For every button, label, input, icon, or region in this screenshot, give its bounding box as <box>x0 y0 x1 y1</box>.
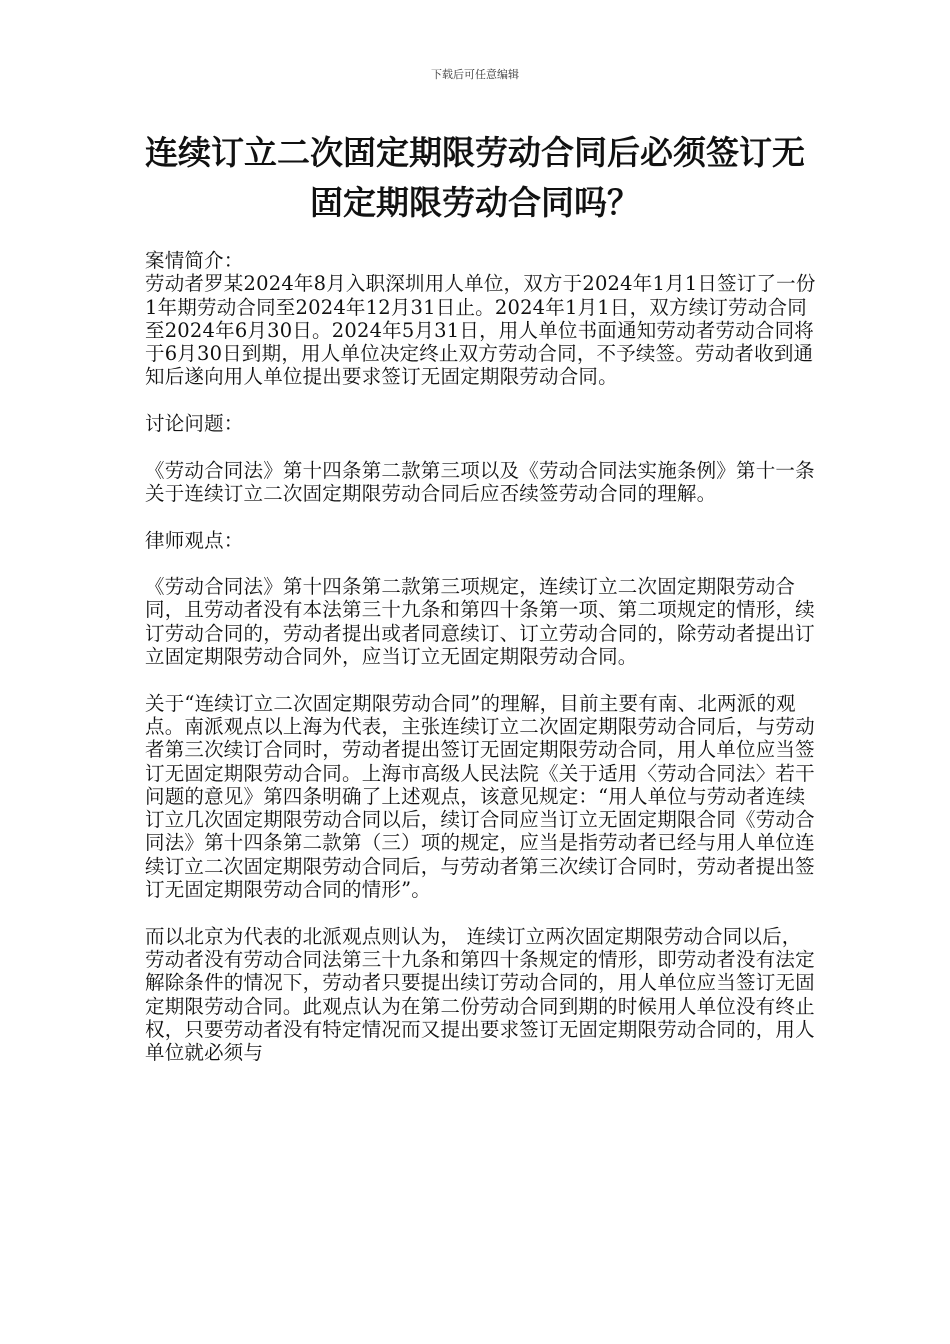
paragraph-gap <box>145 668 817 691</box>
header-note: 下载后可任意编辑 <box>431 68 519 81</box>
lawyer-paragraph-1: 《劳动合同法》第十四条第二款第三项规定，连续订立二次固定期限劳动合同，且劳动者没有本法第三十九条和第四十条第一项、第二项规定的情形，续订劳动合同的，劳动者提出或者同意续订、订立劳动合同的，除劳动者提出订立固定期限劳动合同外，应当订立无固定期限劳动合同。 <box>145 575 815 669</box>
page-title: 连续订立二次固定期限劳动合同后必须签订无固定期限劳动合同吗？ <box>145 133 805 222</box>
lawyer-paragraph-2: 关于“连续订立二次固定期限劳动合同”的理解，目前主要有南、北两派的观点。南派观点以上海为代表，主张连续订立二次固定期限劳动合同后，与劳动者第三次续订合同时，劳动者提出签订无固定期限劳动合同，用人单位应当签订无固定期限劳动合同。上海市高级人民法院《关于适用〈劳动合同法〉若干问题的意见》第四条明确了上述观点，该意见规定：“用人单位与劳动者连续订立几次固定期限劳动合同以后，续订合同应当订立无固定期限合同《劳动合同法》第十四条第二款第（三）项的规定，应当是指劳动者已经与用人单位连续订立二次固定期限劳动合同后，与劳动者第三次续订合同时，劳动者提出签订无固定期限劳动合同的情形”。 <box>145 691 815 902</box>
paragraph-gap <box>145 435 817 458</box>
paragraph-gap <box>145 389 817 412</box>
discussion-heading: 讨论问题： <box>145 412 244 436</box>
document-body <box>145 249 817 1064</box>
lawyer-paragraph-3: 而以北京为代表的北派观点则认为， 连续订立两次固定期限劳动合同以后，劳动者没有劳动合同法第三十九条和第四十条规定的情形，即劳动者没有法定解除条件的情况下，劳动者只要提出续订劳动合同的，用人单位应当签订无固定期限劳动合同。此观点认为在第二份劳动合同到期的时候用人单位没有终止权，只要劳动者没有特定情况而又提出要求签订无固定期限劳动合同的，用人单位就必须与 <box>145 924 815 1065</box>
case-heading: 案情简介： <box>145 249 244 272</box>
paragraph-gap <box>145 552 817 575</box>
paragraph-gap <box>145 505 817 528</box>
paragraph-gap <box>145 901 817 924</box>
lawyer-heading: 律师观点： <box>145 528 244 552</box>
discussion-body: 《劳动合同法》第十四条第二款第三项以及《劳动合同法实施条例》第十一条关于连续订立二次固定期限劳动合同后应否续签劳动合同的理解。 <box>145 458 815 505</box>
case-body: 劳动者罗某2024年8月入职深圳用人单位，双方于2024年1月1日签订了一份1年期劳动合同至2024年12月31日止。2024年1月1日，双方续订劳动合同至2024年6月30日。2024年5月31日，用人单位书面通知劳动者劳动合同将于6月30日到期，用人单位决定终止双方劳动合同，不予续签。劳动者收到通知后遂向用人单位提出要求签订无固定期限劳动合同。 <box>145 272 816 389</box>
